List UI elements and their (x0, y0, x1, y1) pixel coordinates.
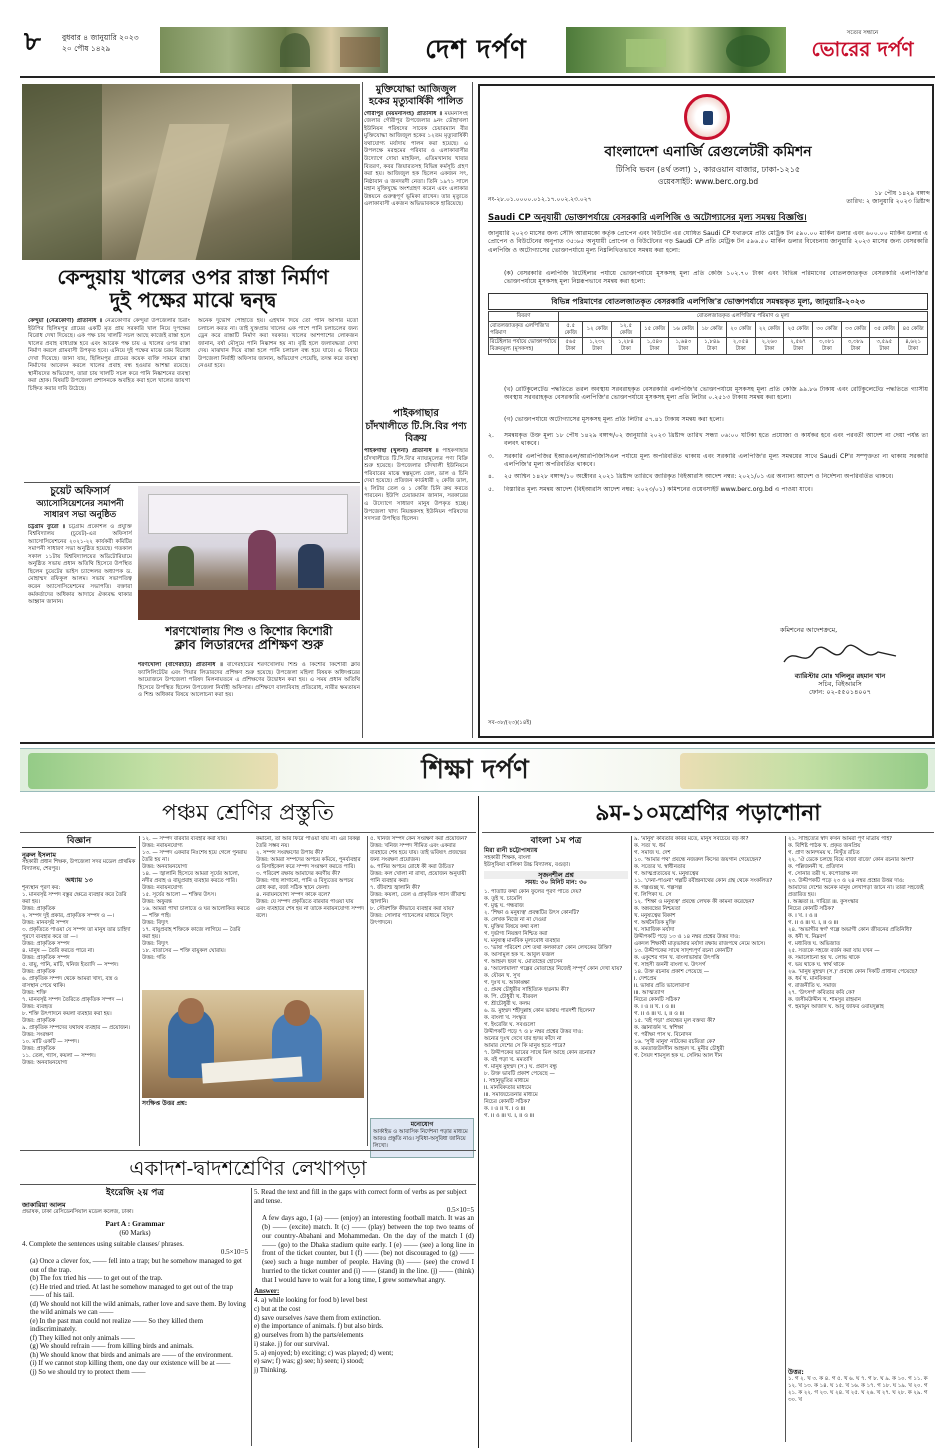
berc-price-cell: ৩,৫৯৫ টাকা (870, 338, 899, 355)
berc-table-row-size-label: বোতলজাতকৃত এলপিজি'র পরিমাণ (489, 321, 559, 338)
masthead-photo-left (160, 27, 388, 73)
berc-intro: জানুয়ারি ২০২৩ মাসের জন্য সৌদি আরামকো কর্তৃক প্রোপেন এবং বিউটেন এর ঘোষিত Saudi CP যথাক্রমে প্রতি মেট্রিক টন ৫৯০.০০ মার্কিন ডলার এবং ৬০০.০০ মার্কিন ডলার এ প্রোপেন ও বিউটেনের অনুপাত ৩৫:৬৫ অনুযায়ী প্রোপেন ও বিউটেনের গড় Saudi CP প্রতি মেট্রিক টন ৫৯৬.৫০ মার্কিন ডলার বিবেচনায় জানুয়ারি ২০২৩ মাসের জন্য বেসরকারি এলপিজি ও অটোগ্যাসের ভোক্তাপর্যায়ে মূল্য নিম্নলিখিতভাবে সমন্বয় করা হলো: (488, 230, 928, 254)
berc-title: Saudi CP অনুযায়ী ভোক্তাপর্যায়ে বেসরকারি এলপিজি ও অটোগ্যাসের মূল্য সমন্বয় বিজ্ঞপ্তি। (488, 213, 807, 223)
berc-size-cell: ১২.৫ কেজি (612, 321, 641, 338)
berc-size-cell: ২২ কেজি (755, 321, 784, 338)
berc-price-cell: ১,২৮৪ টাকা (612, 338, 641, 355)
edu-banner-title: শিক্ষা দর্পণ (421, 755, 529, 785)
class5-note-title: মনোযোগ (410, 1121, 434, 1128)
chuet-body: চট্টগ্রাম প্রকৌশল ও প্রযুক্তি বিশ্ববিদ্যালয় (চুয়েট)-এর অফিসার্স অ্যাসোসিয়েশনের ২০২১-২২ কার্যকরী কমিটির সমাপনী সাধারণ সভা অনুষ্ঠিত হয়েছে। গতকাল সকাল ১১টায় বিশ্ববিদ্যালয়ের অডিটোরিয়ামে অনুষ্ঠিত সভায় প্রধান অতিথি হিসেবে উপস্থিত ছিলেন চুয়েটের ভাইস চ্যান্সেলর অধ্যাপক ড. মোহাম্মদ রফিকুল আলম। সভায় সভাপতিত্ব করেন অ্যাসোসিয়েশনের সভাপতি। বক্তারা কর্মকর্তাদের অধিকার আদায়ে ঐক্যবদ্ধ থাকার আহ্বান জানান। (28, 523, 132, 606)
berc-size-cell: ১৫ কেজি (640, 321, 669, 338)
berc-phone: ফোন: ০২-৫৫০১৪০০৭ (809, 688, 871, 697)
training-body-text: বাগেরহাটের শরণখোলায় শিশু ও কিশোর কিশোরী ক্লাব ফ্যাসিলিটেটর এবং পিয়ার লিডারদের প্রশিক্ষণ শুরু হয়েছে। উপজেলা মহিলা বিষয়ক অধিদপ্তরের আয়োজনে উপজেলা পরিষদ মিলনায়তনে এ প্রশিক্ষণের উদ্বোধন করা হয়। এ সময় প্রধান অতিথি হিসেবে উপস্থিত ছিলেন উপজেলা নির্বাহী অফিসার। প্রশিক্ষণে বাল্যবিবাহ প্রতিরোধ, নারীর ক্ষমতায়ন ও শিশু অধিকার বিষয়ে আলোচনা করা হয়। (138, 662, 360, 699)
masthead-photo-right (566, 27, 786, 73)
road-body-2: অনেক দুর্ভোগ পোহাতে হয়। এইখান দিয়ে তো পানি আসার মতো চলাচল করত না। তাই যুক্তপ্রায় খালের এক পাশে পানি চলাচলের জন্য ড্রেন করে রাস্তাটি নির্মাণ করা দরকার। খালের আশপাশের লোকজন জানান, বর্ষা মৌসুমে পানি নিষ্কাশন হয় না। বৃষ্টি হলে জলাবদ্ধতা দেখা দেয়। মাঝখান দিয়ে রাস্তা হলে পানি চলাচল বন্ধ হয়ে যাবে। এ বিষয়ে উপজেলা নির্বাহী অফিসার জানান, অভিযোগ পেয়েছি, তদন্ত করে ব্যবস্থা নেওয়া হবে। (198, 318, 358, 370)
tcb-headline-line2: চাঁদখালীতে টি.সি.বির পণ্য বিক্রয় (365, 420, 467, 444)
berc-ad (478, 84, 934, 738)
ssc-col1-text: ১. পাতাটি কথা কোন ফুলের পূরণ পাতে দেয়? ক. তুই খ. চামেলি গ. মুগ্ধ ঘ. গন্ধরাজ ২. 'শিক্ষা ও মনুষ্যত্ব' প্রবন্ধটির উৎস কোনটি? ক. লেখক নিজে না না দেওয়া খ. মুক্তির বিষয়ে কথা বলা গ. দুর্ভাগ্য নিয়ন্ত্রণ নিশ্চিত করা ঘ. মনুষ্যত্ব মানবিক মূল্যবোধ ব্যবহার ৩. 'ভাষা পরিবেশ দেশ তথা কলকাতা' কোন লেখকের উক্তি? ক. আসামুল হক খ. আবুল ফজল গ. আহমদ ছফা ঘ. মোতাহের হোসেন ৪. 'আলোয়ালা' গল্পের মোতাহের নিজেই সম্পূর্ণ কোন দেখা যায়? ক. যৌবন খ. সুখ গ. দুঃখ ঘ. আকাঙ্ক্ষা ৫. প্রমথ চৌধুরীর সাহিত্যিক ছদ্মনাম কী? ক. পি. চৌধুরী খ. বীরবল গ. শ্রীচৌধুরী ঘ. কলম ৬. ড. মুহম্মদ শহীদুল্লাহ কোন ভাষায় পারদর্শী ছিলেন? ক. বাংলা খ. সংস্কৃত গ. ইংরেজি ঘ. সবগুলো উদ্দীপকটি পড়ে ৭ ও ৮ নম্বর প্রশ্নের উত্তর দাও: অন্যের দুঃখ দেখে যার হৃদয় কাঁদে না আমার দেশের সে কি মানুষ হতে পারে? ৭. উদ্দীপকের ভাবের সাথে মিল আছে কোন রচনার? ক. বই পড়া খ. মমতাদি গ. মানুষ মুহম্মদ (স.) ঘ. প্রবাস বন্ধু ৮. উক্ত ভাবটি প্রকাশ পেয়েছে — i. সহানুভূতির মাধ্যমে ii. মানবিকতার মাধ্যমে iii. সমাজচেতনার মাধ্যমে নিচের কোনটি সঠিক? ক. i ও ii খ. i ও iii গ. ii ও iii ঘ. i, ii ও iii (484, 888, 623, 1120)
tcb-byline: পাইকগাছা (খুলনা) প্রতিনিধি ॥ (364, 448, 439, 455)
hsc-answers: 4. a) while looking for food b) level best c) but at the cost d) save ourselves /save them from extinction. e) the importance of animals. f) but also birds. g) ourselves from h) the parts/elements i) stake. j) for our survival. 5. a) enjoyed; b) exciting; c) was played; d) went; e) saw; f) was; g) see; h) seen; i) stood; j) Thinking. (254, 1296, 394, 1374)
page-number: ৮ (24, 27, 41, 57)
chuet-byline: চট্টগ্রাম ব্যুরো ॥ (28, 523, 66, 530)
road-headline-line2: দুই পক্ষের মাঝে দ্বন্দ্ব (109, 288, 277, 312)
berc-size-cell: ৪৫ কেজি (899, 321, 928, 338)
ssc-author-desc: সহকারী শিক্ষক, বাংলা ইউসুফিয়া বালিকা উচ্চ বিদ্যালয়, বগুড়া। (484, 855, 571, 869)
memorial-story (364, 84, 468, 396)
berc-item-ga: (গ) ভোক্তাপর্যায়ে অটোগ্যাসের মূসকসহ মূল্য প্রতি লিটার ৫৭.৪১ টাকায় সমন্বয় করা হলো। (504, 416, 724, 423)
berc-item-kha: (খ) রেটিকুলেটেড পদ্ধতিতে তরল অবস্থায় সরবরাহকৃত বেসরকারি এলপিজি'র ভোক্তাপর্যায়ে মূসকসহ মূল্য প্রতি কেজি ৯৯.৮৬ টাকায় এবং রেটিকুলেটেড পদ্ধতিতে গ্যাসীয় অবস্থায় সরবরাহকৃত বেসরকারি এলপিজি'র ভোক্তাপর্যায়ে মূসকসহ মূল্য প্রতি লিটার ০.২৫১৩ টাকায় সমন্বয় করা হলো। (504, 386, 928, 402)
hsc-col2 (254, 1188, 474, 1446)
class5-col2: ১২. — সম্পদ বারবার ব্যবহার করা যায়। উত্তর: নবায়নযোগ্য ১৩. — সম্পদ একবার নিঃশেষ হয়ে গেলে পুনরায় তৈরি হয় না। উত্তর: অনবায়নযোগ্য ১৪. — জ্বালানি হিসেবে আমরা সূর্যের আলো, নদীর প্রবাহ ও বায়ুপ্রবাহ ব্যবহার করতে পারি। উত্তর: নবায়নযোগ্য ১৫. সূর্যের আলো — শক্তির উৎস। উত্তর: অফুরন্ত ১৬. আমরা পাখা চালাতে ও ঘর আলোকিত করতে — শক্তি পাই। উত্তর: বিদ্যুৎ ১৭. বায়ুপ্রবাহ শক্তিকে কাজে লাগিয়ে — তৈরি করা হয়। উত্তর: বিদ্যুৎ ১৮. বাতাসের — শক্তি বায়ুকল ঘোরায়। উত্তর: গতি (142, 836, 250, 962)
training-headline-line1: শরণখোলায় শিশু ও কিশোর কিশোরী (165, 624, 333, 638)
class5-col1 (22, 836, 136, 1146)
berc-table-head (489, 312, 928, 322)
ssc-section: সৃজনশীল প্রশ্ন (484, 871, 628, 879)
berc-size-cell: ৫.৫ কেজি (559, 321, 583, 338)
ssc-answers: ১. গ ২. খ ৩. ক ৪. গ ৫. খ ৬. ঘ ৭. গ ৮. ঘ ৯. ক ১০. গ ১১. ক ১২. খ ১৩. ক ১৪. ঘ ১৫. খ ১৬. ক ১৭. গ ১৮. ঘ ১৯. খ ২০. গ ২১. ক ২২. গ ২৩. ঘ ২৪. খ ২৫. ঘ ২৬. খ ২৭. ঘ ২৮. ক ২৯. গ ৩০. খ (788, 1376, 928, 1404)
ssc-col3-text: ২১. সাহিত্যের স্বাদ কখন আমরা পূর্ণ মাত্রায় পাই? ক. বিশিষ্ট পাঠক খ. প্রকৃত জনপ্রিয় গ. প্রাণ আনন্দময় ঘ. নিখুঁত রচিত ২২. 'ঐ ডেকে চলছে বিয়ে বাজা বাজে' কোন রচনার অংশ? ক. পল্লিজননী খ. প্রতিদান গ. সোনার তরী ঘ. কপোতাক্ষ নদ ২৩. উদ্দীপকটি পড়ে ২৩ ও ২৪ নম্বর প্রশ্নের উত্তর দাও: আমাদের দেশের অনেক মানুষ লেখাপড়া জানে না। তারা সহজেই প্রতারিত হয়। i. অজ্ঞতা ii. দারিদ্র্য iii. কুসংস্কার নিচের কোনটি সঠিক? ক. i খ. i ও ii গ. ii ও iii ঘ. i, ii ও iii ২৪. 'অভাগীর স্বর্গ' গল্পে অভাগী কোন জীবনের প্রতিনিধি? ক. ধনী খ. নিম্নবর্গ গ. মধ্যবিত্ত ঘ. অভিজাত ২৫. সত্যকে সহজে বর্জন করা যায় যখন — ক. সমালোচনা হয় খ. লোভ থাকে গ. ভয় থাকে ঘ. স্বার্থ থাকে ২৬. 'মানুষ মুহম্মদ (স.)' প্রবন্ধে কোন দিকটি প্রাধান্য পেয়েছে? ক. ধর্ম খ. মানবিকতা গ. রাজনীতি ঘ. সমাজ ২৭. 'উৎসর্গ' কবিতার কবি কে? ক. জসীমউদ্দীন খ. শামসুর রাহমান গ. হুমায়ুন আজাদ ঘ. আবু জাফর ওবায়দুল্লাহ (788, 836, 924, 1011)
berc-price-cell: ২,৫৬৭ টাকা (784, 338, 813, 355)
training-photo (138, 486, 360, 620)
memorial-body: ময়মনসিংহ জেলার গৌরীপুর উপজেলার ৯নং ডৌহাখলা ইউনিয়ন পরিষদের সাবেক চেয়ারম্যান বীর মুক্তিযোদ্ধা আজিজুল হকের ১২তম মৃত্যুবার্ষিকী যথাযোগ্য মর্যাদায় পালন করা হয়েছে। এ উপলক্ষে মরহুমের পরিবার ও এলাকাবাসীর উদ্যোগে দোয়া মাহফিল, এতিমখানায় খাবার বিতরণ, কবর জিয়ারতসহ বিভিন্ন কর্মসূচি গ্রহণ করা হয়। আজিজুল হক ছিলেন একজন সৎ, নিষ্ঠাবান ও জনদরদী নেতা। তিনি ১৯৭১ সালে মহান মুক্তিযুদ্ধে অংশগ্রহণ করেন এবং এলাকার উন্নয়নে গুরুত্বপূর্ণ ভূমিকা রাখেন। তার মৃত্যুতে এলাকাবাসী একজন অভিভাবককে হারিয়েছে। (364, 110, 468, 208)
paper-tagline: সত্যের সন্ধানে (846, 30, 879, 36)
berc-size-cell: ৩০ কেজি (813, 321, 842, 338)
hsc-q4: 4. Complete the sentences using suitable clauses/ phrases. (22, 1239, 184, 1248)
berc-price-cell: ৩,০৮১ টাকা (813, 338, 842, 355)
hsc-title: একাদশ-দ্বাদশশ্রেণির লেখাপড়া (129, 1156, 367, 1180)
memorial-headline: মুক্তিযোদ্ধা আজিজুল হকের মৃত্যুবার্ষিকী পালিত (369, 84, 463, 107)
rule-class5-1 (139, 836, 140, 1146)
berc-price-cell: ৫৬৫ টাকা (559, 338, 583, 355)
berc-address: টিসিবি ভবন (৪র্থ তলা) ১, কারওয়ান বাজার, ঢাকা-১২১৫ (615, 165, 801, 174)
berc-table-head-desc: বিবরণ (489, 312, 559, 322)
students-photo (142, 990, 364, 1098)
ssc-col1 (484, 836, 628, 1440)
date-block (62, 33, 152, 54)
hsc-q5-marks: 0.5×10=5 (446, 1205, 474, 1214)
berc-size-cell: ২৫ কেজি (784, 321, 813, 338)
banner-graphic-right (680, 753, 928, 789)
road-body-col1 (28, 318, 190, 480)
berc-price-cell: ১,৫৪০ টাকা (640, 338, 669, 355)
memorial-byline: গৌরীপুর (ময়মনসিংহ) প্রতিনিধি ॥ (364, 110, 443, 117)
berc-ad-code: সব-৩৮/(২৩)(১৪ই) (488, 720, 532, 726)
berc-date-english: তারিখ: ২ জানুয়ারি ২০২৩ খ্রিষ্টাব্দ (846, 197, 930, 205)
berc-size-cell: ২০ কেজি (726, 321, 755, 338)
rule-road (24, 482, 360, 483)
ssc-title-rule (482, 832, 934, 833)
ssc-author: মিরা রানী চট্টোপাধ্যায় (484, 847, 538, 855)
road-photo (22, 84, 360, 260)
hsc-marks: (60 Marks) (119, 1228, 151, 1237)
berc-size-cell: ৩৫ কেজি (870, 321, 899, 338)
class5-subject: বিজ্ঞান (22, 836, 136, 848)
hsc-q5: 5. Read the text and fill in the gaps with correct form of verbs as per subject and tense. (254, 1188, 467, 1205)
hsc-title-rule (20, 1184, 476, 1185)
berc-table-row-price (489, 338, 928, 355)
road-body-1: নেত্রকোণার কেন্দুয়া উপজেলার চিরাং ইউপির ছিলিমপুর গ্রামের একটি মৃত প্রায় সরকারি খাল নিয়ে দুপক্ষের বিরোধ দেখা দিয়েছে। এক পক্ষ চায় খালটি সচল আছে কাজেই রাস্তা হলে খালের প্রবাহ বাধাগ্রস্ত হবে এবং আরেক পক্ষ চায় এ খালের ওপর রাস্তা নির্মাণ করলে গ্রামবাসী উপকৃত হবে। এনিয়ে দুই পক্ষের মাঝে চরম বিরোধ দেখা দিয়েছে। জানা যায়, ছিলিমপুর গ্রামের কয়েক ব্যক্তি সামনে রাস্তা নির্মাণের আবেদন করলে খালের প্রবাহ বন্ধ হওয়ার আশঙ্কা রয়েছে। স্থানীয়দের অভিযোগ, তারা চায় খালটি সচল করে পানি নিষ্কাশনের ব্যবস্থা করা হোক। বিষয়টি উপজেলা প্রশাসনকে অবহিত করা হলে খালের জায়গা চিহ্নিত করার দাবি উঠেছে। (28, 318, 190, 392)
class5-col1-text: শূন্যস্থান পূরণ কর: ১. মানবসৃষ্ট সম্পদ বস্তুর ক্ষেত্রে ব্যবহার করে তৈরি করা হয়। উত্তর: প্রাকৃতিক ২. সম্পদ দুই প্রকার, প্রাকৃতিক সম্পদ ও —। উত্তর: মানবসৃষ্ট সম্পদ ৩. প্রকৃতিতে পাওয়া যে সম্পদ তা মানুষ তার চাহিদা পূরণে ব্যবহার করে তা —। উত্তর: প্রাকৃতিক সম্পদ ৪. মানুষ — তৈরি করতে পারে না। উত্তর: প্রাকৃতিক সম্পদ ৫. বায়ু, পানি, মাটি, খনিজ ইত্যাদি — সম্পদ। উত্তর: প্রাকৃতিক ৬. প্রাকৃতিক সম্পদ থেকে আমরা খাদ্য, বস্ত্র ও বাসস্থান পেয়ে থাকি। উত্তর: শক্তি ৭. মানবসৃষ্ট সম্পদ তৈরিতে প্রাকৃতিক সম্পদ —। উত্তর: ব্যবহৃত ৮. শক্তি উৎপাদনে কয়লা ব্যবহার করা হয়। উত্তর: প্রাকৃতিক ৯. প্রাকৃতিক সম্পদের যথাযথ ব্যবহার — প্রয়োজন। উত্তর: সংরক্ষণ ১০. মাটি একটি — সম্পদ। উত্তর: প্রাকৃতিক ১১. তেল, গ্যাস, কয়লা — সম্পদ। উত্তর: অনবায়নযোগ্য (22, 884, 131, 1066)
berc-table-row-size (489, 321, 928, 338)
class5-chapter: অধ্যায় ১৩ (65, 876, 93, 885)
berc-point-4: ২৫ আশ্বিন ১৪২৮ বঙ্গাব্দ/১০ অক্টোবর ২০২১ খ্রিষ্টাব্দ তারিখে জারিকৃত বিইআরসি আদেশ নম্বর: ২০২১/০১ এর অন্যান্য আদেশ ও নির্দেশনা অপরিবর্তিত থাকবে। (504, 473, 894, 481)
day-line: বুধবার ৪ জানুয়ারি ২০২৩ (62, 33, 139, 42)
berc-point-3: সরকারি এলপিজির ইআরএল/আরপিজিসিএল পর্যায়ে মূল্য অপরিবর্তিত থাকায় এবং সরকারি এলপিজি'র মূল্য সমন্বয়ের সাথে Saudi CP'র সম্পৃক্ততা না থাকায় সরকারি এলপিজি'র মূল্য অপরিবর্তিত থাকবে। (504, 452, 928, 469)
rule-top-1 (362, 82, 363, 738)
ssc-col2: ৯. 'মানুষ' কবিতার কবির মতে, মানুষ সবচেয়ে বড় কী? ক. সত্য খ. ধর্ম গ. সমাজ ঘ. দেশ ১০. 'আমার পথ' প্রবন্ধে নজরুল কিসের জয়গান গেয়েছেন? ক. সত্যের খ. স্বাধীনতার গ. আত্মপ্রত্যয়ের ঘ. মনুষ্যত্বের ১১. 'দেনা-পাওনা' গল্পটি রবীন্দ্রনাথের কোন গ্রন্থ থেকে সংকলিত? ক. গল্পগুচ্ছ খ. গল্পসল্প গ. লিপিকা ঘ. সে ১২. 'শিক্ষা ও মনুষ্যত্ব' প্রবন্ধে লেখক কী কামনা করেছেন? ক. অন্নবস্ত্রের নিশ্চয়তা খ. মনুষ্যত্বের বিকাশ গ. অর্থনৈতিক মুক্তি ঘ. সামাজিক মর্যাদা উদ্দীপকটি পড়ে ১৩ ও ১৪ নম্বর প্রশ্নের উত্তর দাও: একদল শিক্ষার্থী মাতৃভাষার মর্যাদা রক্ষায় রাজপথে নেমে আসে। ১৩. উদ্দীপকের সাথে সাদৃশ্যপূর্ণ রচনা কোনটি? ক. একুশের গান খ. বাংলাভাষার উৎপত্তি গ. সাহসী জননী বাংলা ঘ. উৎসর্গ ১৪. উক্ত রচনায় প্রকাশ পেয়েছে — i. দেশপ্রেম ii. ভাষার প্রতি ভালোবাসা iii. আত্মত্যাগ নিচের কোনটি সঠিক? ক. i ও ii খ. i ও iii গ. ii ও iii ঘ. i, ii ও iii ১৫. 'বই পড়া' প্রবন্ধের মূল বক্তব্য কী? ক. জ্ঞানার্জন খ. স্বশিক্ষা গ. পরীক্ষা পাস ঘ. বিনোদন ১৬. 'সুখী মানুষ' নাটকের রচয়িতা কে? ক. মমতাজউদদীন আহমদ খ. মুনীর চৌধুরী গ. সৈয়দ শামসুল হক ঘ. সেলিম আল দীন (634, 836, 773, 1060)
tcb-headline-line1: পাইকগাছার (393, 408, 439, 419)
students-caption: সংক্ষিপ্ত উত্তর প্রশ্ন: (142, 1100, 188, 1107)
berc-price-cell: ২,০৫৪ টাকা (726, 338, 755, 355)
hsc-top-rule (20, 1150, 476, 1151)
class5-col4: ৫. খনিজ সম্পদ কেন সংরক্ষণ করা প্রয়োজন? উত্তর: খনিজ সম্পদ সীমিত এবং একবার ব্যবহারে শেষ হয়ে যায়। তাই ভবিষ্যৎ প্রজন্মের জন্য সংরক্ষণ প্রয়োজন। ৬. পানির অপচয় রোধে কী করা উচিত? উত্তর: কল খোলা না রাখা, প্রয়োজন অনুযায়ী পানি ব্যবহার করা। ৭. জীবাশ্ম জ্বালানি কী? উত্তর: কয়লা, তেল ও প্রাকৃতিক গ্যাস জীবাশ্ম জ্বালানি। ৮. সৌরশক্তি কীভাবে ব্যবহার করা যায়? উত্তর: সোলার প্যানেলের মাধ্যমে বিদ্যুৎ উৎপাদনে। (370, 836, 468, 927)
hsc-author-desc: প্রভাষক, ঢাকা রেসিডেনসিয়াল মডেল কলেজ, ঢাকা। (22, 1209, 134, 1216)
banner-graphic-left (28, 753, 278, 789)
berc-price-cell: ৪,৬২১ টাকা (899, 338, 928, 355)
ssc-time: সময়: ৩০ মিনিট মান: ৩০ (525, 879, 587, 887)
hsc-q4-items: (a) Once a clever fox, —— fell into a trap; but he somehow managed to get out of the trap. (b) The fox tried his —— to get out of the trap. (c) He tried and tried. At last he somehow managed to get out of the trap —— of his tail. (d) We should not kill the wild animals, rather love and save them. By loving the wild animals we can —— (e) In the past man could not realize —— So they killed them indiscriminately. (f) They killed not only animals —— (g) We should refrain —— from killing birds and animals. (h) We should know that birds and animals are —— of the environment. (i) If we cannot stop killing them, one day our existence will be at —— (j) So we should try to protect them —— (30, 1257, 246, 1376)
road-headline (28, 266, 358, 312)
berc-price-cell: ১,৬৪৩ টাকা (669, 338, 698, 355)
berc-date-bangla: ১৮ পৌষ ১৪২৯ বঙ্গাব্দ (874, 190, 930, 197)
berc-memo: নং-২৮.০১.০০০০.০১২.১৭.০০২.২৩.০২৭ (488, 196, 592, 203)
road-body-col2 (198, 318, 358, 480)
ssc-col3 (788, 836, 934, 1440)
rule-top-2 (472, 82, 473, 738)
masthead (0, 0, 945, 80)
berc-sign-off: কমিশনের আদেশক্রমে, (780, 626, 838, 634)
ssc-title: ৯ম-১০মশ্রেণির পড়াশোনা (595, 800, 821, 826)
chuet-headline-line1: চুয়েট অফিসার্স (50, 486, 110, 497)
class5-title-rule (20, 832, 476, 833)
berc-size-cell: ১২ কেজি (583, 321, 612, 338)
training-byline: শরণখোলা (বাগেরহাট) প্রতিনিধি ॥ (138, 662, 223, 668)
tcb-body: পাইকগাছার চাঁদখালীতে টি.সি.বি'র ন্যায্যমূল্যের পণ্য বিক্রি শুরু হয়েছে। উপজেলার চাঁদখালী ইউনিয়নে পরিবারের মাঝে স্বল্পমূল্যে তেল, ডাল ও চিনি দেয়া হয়েছে। প্রতিজন কার্ডধারী ২ কেজি ডাল, ২ লিটার তেল ও ১ কেজি চিনি ক্রয় করতে পারবেন। ইউপি চেয়ারম্যান জানান, সরকারের এ উদ্যোগে সাধারণ মানুষ উপকৃত হচ্ছে। উপজেলা খাদ্য নিয়ন্ত্রকসহ ইউনিয়ন পরিষদের সদস্যরা উপস্থিত ছিলেন। (364, 448, 468, 523)
class5-author: নুরুল ইসলাম (22, 851, 56, 860)
rule-class5-2 (367, 836, 368, 1146)
berc-table-head-sizes: বোতলজাতকৃত এলপিজি'র পরিমাণ ও মূল্য (559, 312, 928, 322)
class5-col3: কমানো, তা আর ফিরে পাওয়া যায় না। এর বিকল্প তৈরি সম্ভব নয়। ২. সম্পদ সংরক্ষণের উপায় কী? উত্তর: আমরা সম্পদের অপচয় কমিয়ে, পুনর্ব্যবহার ও রিসাইকেল করে সম্পদ সংরক্ষণ করতে পারি। ৩. পরিবেশ রক্ষায় আমাদের করণীয় কী? উত্তর: গাছ লাগানো, পানি ও বিদ্যুতের অপচয় রোধ করা, বর্জ্য সঠিক স্থানে ফেলা। ৪. নবায়নযোগ্য সম্পদ কাকে বলে? উত্তর: যে সম্পদ প্রকৃতিতে বারবার পাওয়া যায় এবং ব্যবহারে শেষ হয় না তাকে নবায়নযোগ্য সম্পদ বলে। (256, 836, 364, 920)
ssc-subject: বাংলা ১ম পত্র (530, 836, 582, 846)
berc-price-cell: ১,২৩২ টাকা (583, 338, 612, 355)
hsc-q5-text: A few days ago, I (a) —— (enjoy) an interesting football match. It was an (b) —— (excite) match. It (c) —— (play) between the top two teams of our country-Abahani and Mohammedan. On the day of the match I (d) —— (go) to the Dhaka stadium quite early. I (e) —— (see) a long line in front of the ticket counter, but I (f) —— (be) not discouraged to (g) —— (see) such a huge number of people. Having (h) —— (see) the crowd I hurried to the ticket counter and (i) —— (stand) in the line. (j) —— (think) that I would have to wait for a long time, I grew somewhat angry. (262, 1214, 474, 1284)
berc-size-cell: ৩৩ কেজি (841, 321, 870, 338)
rule-hsc (251, 1188, 252, 1446)
hsc-col1 (22, 1188, 248, 1446)
berc-signature (780, 642, 900, 670)
berc-size-cell: ১৬ কেজি (669, 321, 698, 338)
berc-table-title: বিভিন্ন পরিমাণের বোতলজাতকৃত বেসরকারি এলপিজি'র ভোক্তাপর্যায়ে সমন্বয়কৃত মূল্য, জানুয়ারি-২০২৩ (488, 293, 928, 310)
berc-price-table (488, 311, 928, 355)
berc-logo (684, 94, 730, 140)
berc-point-5: বিস্তারিত মূল্য সমন্বয় আদেশ (বিইআরসি আদেশ নম্বর: ২০২৩/০১) কমিশনের ওয়েবসাইট www.berc.org.bd এ পাওয়া যাবে। (504, 485, 813, 493)
berc-points: ২. সমন্বয়কৃত উক্ত মূল্য ১৮ পৌষ ১৪২৯ বঙ্গাব্দ/০২ জানুয়ারি ২০২৩ খ্রিষ্টাব্দ তারিখ সন্ধ্যা ০৬:০০ ঘটিকা হতে প্রযোজ্য ও কার্যকর হবে এবং পরবর্তী আদেশ না দেয়া পর্যন্ত তা বলবৎ থাকবে। ৩. সরকারি এলপিজির ইআরএল/আরপিজিসিএল পর্যায়ে মূল্য অপরিবর্তিত থাকায় এবং সরকারি এলপিজি'র মূল্য সমন্বয়ের সাথে Saudi CP'র সম্পৃক্ততা না থাকায় সরকারি এলপিজি'র মূল্য অপরিবর্তিত থাকবে। ৪. ২৫ আশ্বিন ১৪২৮ বঙ্গাব্দ/১০ অক্টোবর ২০২১ খ্রিষ্টাব্দ তারিখে জারিকৃত বিইআরসি আদেশ নম্বর: ২০২১/০১ এর অন্যান্য আদেশ ও নির্দেশনা অপরিবর্তিত থাকবে। ৫. বিস্তারিত মূল্য সমন্বয় আদেশ (বিইআরসি আদেশ নম্বর: ২০২৩/০১) কমিশনের ওয়েবসাইট www.berc.org.bd এ পাওয়া যাবে। (488, 432, 928, 493)
class5-title: পঞ্চম শ্রেণির প্রস্তুতি (161, 801, 335, 826)
berc-table-row-price-label: রিটেইলার পর্যায়ে ভোক্তাপর্যায়ে বিক্রয়মূল্য (মূসকসহ) (489, 338, 559, 355)
berc-signer-title: সচিব, বিইআরসি (818, 680, 862, 689)
berc-point-2: সমন্বয়কৃত উক্ত মূল্য ১৮ পৌষ ১৪২৯ বঙ্গাব্দ/০২ জানুয়ারি ২০২৩ খ্রিষ্টাব্দ তারিখ সন্ধ্যা ০৬:০০ ঘটিকা হতে প্রযোজ্য ও কার্যকর হবে এবং পরবর্তী আদেশ না দেয়া পর্যন্ত তা বলবৎ থাকবে। (504, 432, 928, 448)
class5-note (370, 1118, 474, 1158)
hsc-q4-marks: 0.5×10=5 (220, 1248, 248, 1257)
training-headline (138, 624, 360, 655)
signature-scribble (780, 642, 900, 670)
berc-price-cell: ৩,৩৮৯ টাকা (841, 338, 870, 355)
rule-edu-divider (478, 796, 479, 1448)
class5-author-desc: সহকারী প্রধান শিক্ষক, উপজেলা সদর মডেল প্রাথমিক বিদ্যালয়, শেরপুর। (22, 859, 136, 873)
berc-date (780, 190, 930, 206)
berc-size-cell: ১৮ কেজি (698, 321, 727, 338)
training-body (138, 662, 360, 734)
berc-org-name: বাংলাদেশ এনার্জি রেগুলেটরী কমিশন (604, 144, 812, 160)
rule-ssc-2 (785, 836, 786, 1442)
hsc-author: জাকারিয়া আলম (22, 1201, 66, 1210)
berc-item-ka: (ক) বেসরকারি এলপিজি রিটেইলার পর্যায়ে ভোক্তাপর্যায়ে মূসকসহ মূল্য প্রতি কেজি ১০২.৭০ টাকা এবং বিভিন্ন পরিমাণের বোতলজাতকৃত বেসরকারি এলপিজি'র ভোক্তাপর্যায়ে মূসকসহ মূল্য নিম্নরূপভাবে সমন্বয় করা হলো: (504, 270, 928, 286)
paper-name: ভোরের দর্পণ (811, 36, 914, 61)
hsc-subject: ইংরেজি ২য় পত্র (106, 1188, 164, 1198)
rule-ssc-1 (631, 836, 632, 1442)
chuet-headline-line2: অ্যাসোসিয়েশনের সমাপনী সাধারণ সভা অনুষ্ঠিত (36, 498, 124, 520)
berc-signer-block (750, 672, 930, 696)
edu-banner (20, 748, 935, 792)
road-headline-line1: কেন্দুয়ায় খালের ওপর রাস্তা নির্মাণ (57, 265, 329, 289)
berc-signer: ব্যারিস্টার মোঃ খলিলুর রহমান খান (794, 672, 886, 680)
training-headline-line2: ক্লাব লিডারদের প্রশিক্ষণ শুরু (174, 638, 324, 654)
berc-price-cell: ১,৮৪৯ টাকা (698, 338, 727, 355)
berc-price-cell: ২,২৬০ টাকা (755, 338, 784, 355)
ssc-answer-label: উত্তর: (788, 1368, 804, 1376)
road-byline: কেন্দুয়া (নেত্রকোণা) প্রতিনিধি ॥ (28, 318, 103, 324)
date-line: ২০ পৌষ ১৪২৯ (62, 44, 111, 54)
hsc-part: Part A : Grammar (105, 1219, 165, 1229)
paper-logo (790, 30, 935, 62)
rule-before-banner (20, 742, 935, 744)
class5-note-text: আর্কাইভ ও আবাসিক নির্দেশনা পড়ার মাধ্যমে আরও প্রস্তুতি নাও। সুবিধা-অসুবিধা জানিয়ে লিখো। (373, 1128, 468, 1149)
section-title: দেশ দর্পণ (425, 35, 527, 65)
masthead-rule (20, 76, 935, 78)
berc-website: ওয়েবসাইট: www.berc.org.bd (657, 177, 759, 186)
tcb-story (364, 408, 468, 734)
hsc-answer-label: Answer: (254, 1287, 280, 1296)
